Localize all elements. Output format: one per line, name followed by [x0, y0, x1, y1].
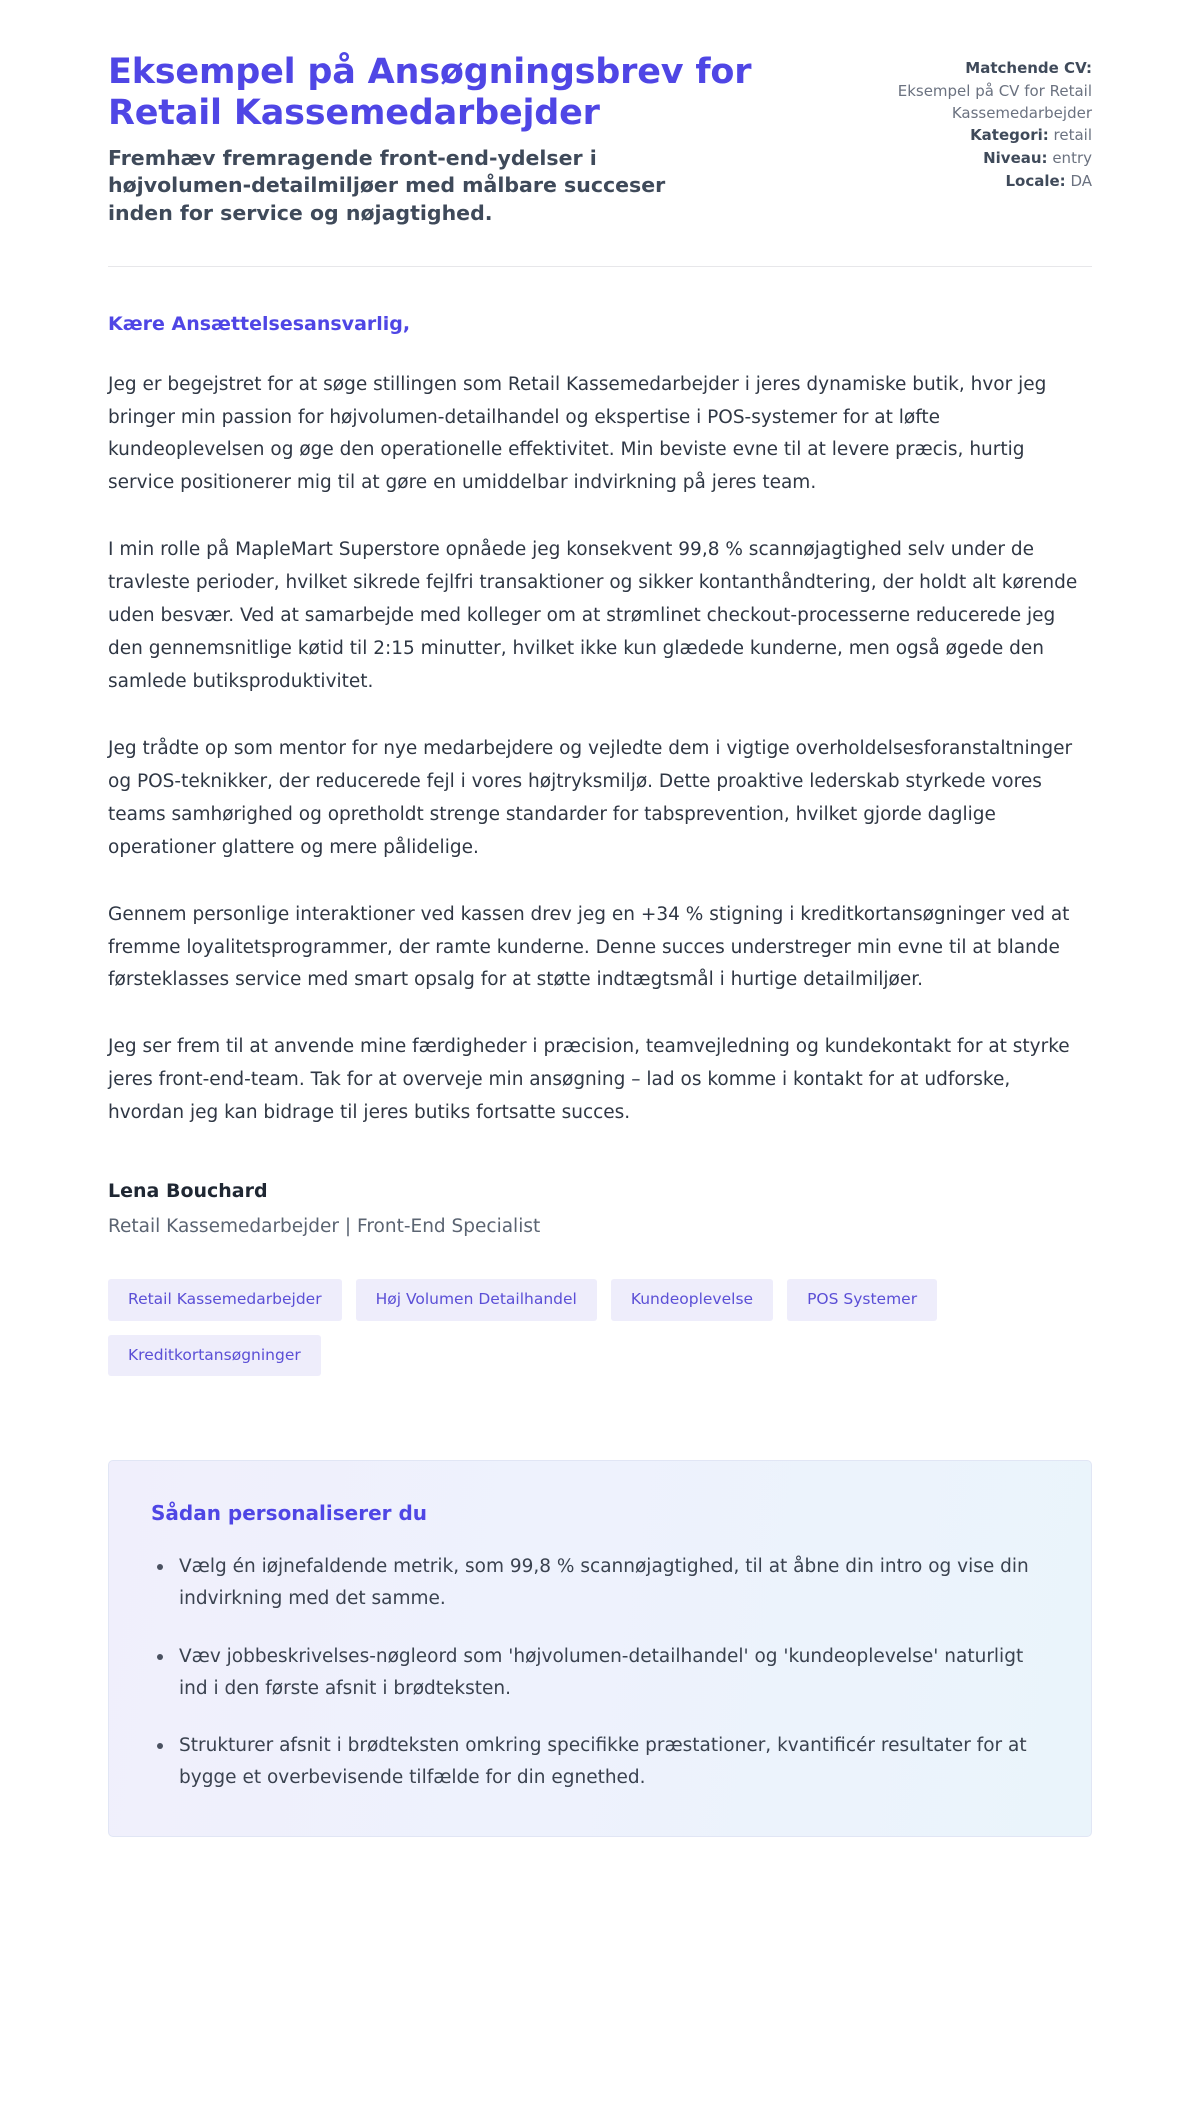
meta-locale-label: Locale:: [1005, 171, 1066, 190]
meta-matching-cv-value-row: [892, 81, 1092, 125]
tips-list-item: Væv jobbeskrivelses-nøgleord som 'højvolumen-detailhandel' og 'kundeoplevelse' naturligt ind i den første afsnit i brødteksten.: [151, 1641, 1049, 1705]
meta-locale-row: [892, 171, 1092, 193]
tips-list-item: Strukturer afsnit i brødteksten omkring specifikke præstationer, kvantificér resultater for at bygge et overbevisende tilfælde for din egnethed.: [151, 1730, 1049, 1794]
tag-chip[interactable]: Retail Kassemedarbejder: [108, 1279, 342, 1321]
tag-chip[interactable]: Kundeoplevelse: [611, 1279, 773, 1321]
tips-panel-title: Sådan personaliserer du: [151, 1501, 428, 1526]
meta-category-label: Kategori:: [970, 126, 1049, 145]
signature-name: Lena Bouchard: [108, 1180, 268, 1203]
tips-list: [151, 1551, 1049, 1794]
tag-chip[interactable]: Kreditkortansøgninger: [108, 1335, 321, 1377]
meta-level-label: Niveau:: [983, 149, 1048, 167]
meta-matching-cv-label-row: [892, 58, 1092, 80]
signature-role: Retail Kassemedarbejder | Front-End Specialist: [108, 1216, 541, 1238]
meta-matching-cv-value[interactable]: Eksempel på CV for Retail Kassemedarbejder: [897, 81, 1092, 122]
meta-category-row: [892, 125, 1092, 147]
meta-locale-value: DA: [1070, 171, 1092, 190]
meta-level-value: entry: [1052, 149, 1092, 167]
tag-chip[interactable]: POS Systemer: [787, 1279, 937, 1321]
page-bottom-spacer: [108, 1837, 1092, 1897]
page-title: Eksempel på Ansøgningsbrev for Retail Kassemedarbejder: [108, 52, 752, 134]
letter-body: [108, 267, 1092, 1131]
tag-list: [108, 1237, 988, 1376]
letter-paragraph: Jeg er begejstret for at søge stillingen som Retail Kassemedarbejder i jeres dynamiske butik, hvor jeg bringer min passion for højvolumen-detailhandel og ekspertise i POS-systemer for at løfte kundeoplevelsen og øge den operationelle effektivitet. Min beviste evne til at levere præcis, hurtig service positionerer mig til at gøre en umiddelbar indvirkning på jeres team.: [108, 373, 1047, 494]
letter-paragraph: Jeg trådte op som mentor for nye medarbejdere og vejledte dem i vigtige overholdelsesforanstaltninger og POS-teknikker, der reducerede fejl i vores højtryksmiljø. Dette proaktive lederskab styrkede vores teams samhørighed og opretholdt strenge standarder for tabsprevention, hvilket gjorde daglige operationer glattere og mere pålidelige.: [108, 737, 1073, 858]
meta-category-value: retail: [1053, 126, 1092, 145]
letter-salutation: Kære Ansættelsesansvarlig,: [108, 312, 411, 335]
tips-list-item: Vælg én iøjnefaldende metrik, som 99,8 % scannøjagtighed, til at åbne din intro og vise din indvirkning med det samme.: [151, 1551, 1049, 1615]
letter-paragraph: I min rolle på MapleMart Superstore opnåede jeg konsekvent 99,8 % scannøjagtighed selv under de travleste perioder, hvilket sikrede fejlfri transaktioner og sikker kontanthåndtering, der holdt alt kørende uden besvær. Ved at samarbejde med kolleger om at strømlinet checkout-processerne reducerede jeg den gennemsnitlige køtid til 2:15 minutter, hvilket ikke kun glædede kunderne, men også øgede den samlede butiksproduktivitet.: [108, 539, 1078, 692]
meta-matching-cv-label: Matchende CV:: [965, 59, 1092, 77]
letter-paragraph: Gennem personlige interaktioner ved kassen drev jeg en +34 % stigning i kreditkortansøgninger ved at fremme loyalitetsprogrammer, der ramte kunderne. Denne succes understreger min evne til at blande førsteklasses service med smart opsalg for at støtte indtægtsmål i hurtige detailmiljøer.: [108, 903, 1070, 991]
meta-level-row: [892, 148, 1092, 170]
header-text-block: [108, 52, 808, 228]
letter-paragraph: Jeg ser frem til at anvende mine færdigheder i præcision, teamvejledning og kundekontakt for at styrke jeres front-end-team. Tak for at overveje min ansøgning – lad os komme i kontakt for at udforske, hvordan jeg kan bidrage til jeres butiks fortsatte succes.: [108, 1036, 1070, 1124]
document-metadata: [892, 52, 1092, 194]
page-subtitle: Fremhæv fremragende front-end-ydelser i højvolumen-detailmiljøer med målbare succeser inden for service og nøjagtighed.: [108, 145, 666, 225]
page-header: [108, 0, 1092, 228]
tag-chip[interactable]: Høj Volumen Detailhandel: [356, 1279, 597, 1321]
personalization-tips-panel: [108, 1460, 1092, 1837]
signature-block: [108, 1130, 1092, 1237]
